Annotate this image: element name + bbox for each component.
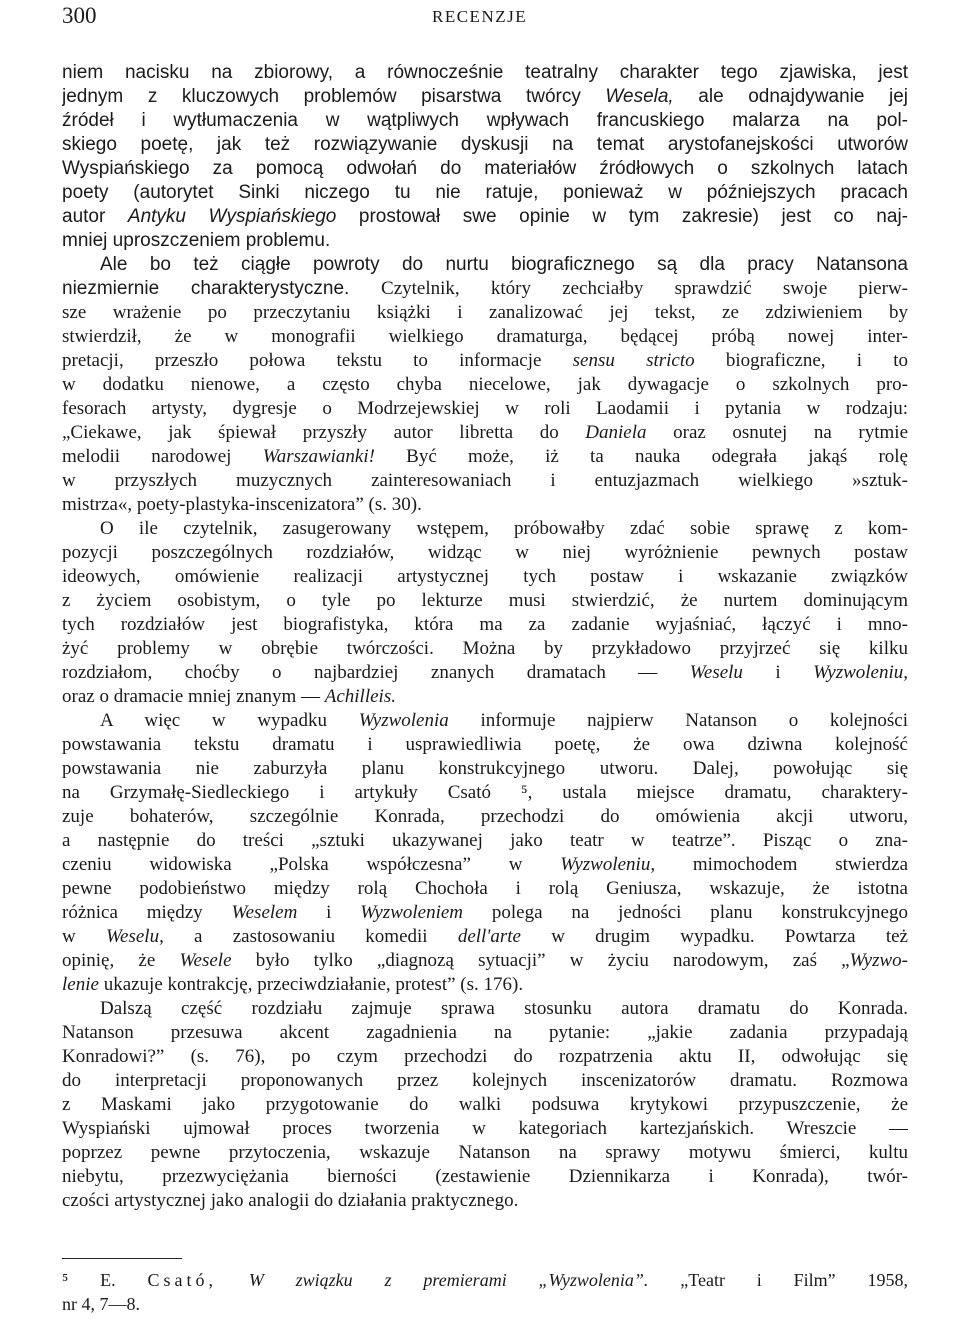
text-line: niem nacisku na zbiorowy, a równocześnie teatralny charakter tego zjawiska, jest: [62, 62, 908, 83]
footnote-title: W związku z premierami „Wyzwolenia”.: [216, 1270, 649, 1290]
page-number: 300: [62, 3, 97, 28]
text-line: pozycji poszczególnych rozdziałów, widząc w niej wyróżnienie pewnych postaw: [62, 542, 908, 563]
text-line: różnica między Weselem i Wyzwoleniem polega na jedności planu konstrukcyjnego: [62, 902, 908, 923]
text-line: oraz o dramacie mniej znanym — Achilleis.: [62, 686, 396, 707]
text-line: niezmiernie charakterystyczne. Czytelnik, który zechciałby sprawdzić swoje pierw-: [62, 278, 908, 299]
footnote-line: nr 4, 7—8.: [62, 1294, 140, 1314]
text-line: autor Antyku Wyspiańskiego prostował swe opinie w tym zakresie) jest co naj-: [62, 206, 908, 227]
page-header: [62, 3, 912, 29]
footnote-rule: [62, 1258, 182, 1259]
text-line: rozdziałom, choćby o najbardziej znanych dramatach — Weselu i Wyzwoleniu,: [62, 662, 908, 683]
text-line: powstawania tekstu dramatu i usprawiedliwia poetę, że owa dziwna kolejność: [62, 734, 908, 755]
text-line: opinię, że Wesele było tylko „diagnozą sytuacji” w życiu narodowym, zaś „Wyzwo-: [62, 950, 908, 971]
text-line: pewne podobieństwo między rolą Chochoła i rolą Geniusza, wskazuje, że istotna: [62, 878, 908, 899]
text-line: mistrza«, poety-plastyka-inscenizatora” (s. 30).: [62, 494, 422, 515]
text-line: poprzez pewne przytoczenia, wskazuje Natanson na sprawy motywu śmierci, kultu: [62, 1142, 908, 1163]
running-head: RECENZJE: [432, 7, 528, 26]
text-line: czeniu widowiska „Polska współczesna” w Wyzwoleniu, mimochodem stwierdza: [62, 854, 908, 875]
text-line: a następnie do treści „sztuki ukazywanej jako teatr w teatrze”. Pisząc o zna-: [62, 830, 908, 851]
text-line: jednym z kluczowych problemów pisarstwa twórcy Wesela, ale odnajdywanie jej: [62, 86, 908, 107]
text-line: stwierdził, że w monografii wielkiego dramaturga, będącej próbą nowej inter-: [62, 326, 908, 347]
text-line: niebytu, przezwyciężania bierności (zestawienie Dziennikarza i Konrada), twór-: [62, 1166, 908, 1187]
text-line: do interpretacji proponowanych przez kolejnych inscenizatorów dramatu. Rozmowa: [62, 1070, 908, 1091]
footnote-author: Csató,: [147, 1270, 217, 1290]
review-body-text: [62, 61, 908, 1213]
text-line: powstawania nie zaburzyła planu konstrukcyjnego utworu. Dalej, powołując się: [62, 758, 908, 779]
text-line: poety (autorytet Sinki niczego tu nie ratuje, ponieważ w późniejszych pracach: [62, 182, 908, 203]
text-line: tych rozdziałów jest biografistyka, która ma za zadanie wyjaśniać, łączyć i mno-: [62, 614, 908, 635]
text-line: z Maskami jako przygotowanie do walki podsuwa krytykowi przypuszczenie, że: [62, 1094, 908, 1115]
text-line: A więc w wypadku Wyzwolenia informuje najpierw Natanson o kolejności: [100, 710, 908, 731]
footnote-line: ⁵ E. Csató, W związku z premierami „Wyzwolenia”. „Teatr i Film” 1958,: [62, 1270, 908, 1290]
text-line: żyć problemy w obrębie twórczości. Można by przykładowo przyjrzeć się kilku: [62, 638, 908, 659]
text-line: źródeł i wytłumaczenia w wątpliwych wpływach francuskiego malarza na pol-: [62, 110, 908, 131]
text-line: Konradowi?” (s. 76), po czym przechodzi do rozpatrzenia aktu II, odwołując się: [62, 1046, 908, 1067]
text-line: mniej uproszczeniem problemu.: [62, 230, 331, 251]
text-line: Natanson przesuwa akcent zagadnienia na pytanie: „jakie zadania przypadają: [62, 1022, 908, 1043]
text-line: O ile czytelnik, zasugerowany wstępem, próbowałby zdać sobie sprawę z kom-: [100, 518, 908, 539]
text-line: Wyspiańskiego za pomocą odwołań do materiałów źródłowych o szkolnych latach: [62, 158, 908, 179]
footnote: [62, 1268, 908, 1316]
text-line: w dodatku nienowe, a często chyba niecelowe, jak dywagacje o szkolnych pro-: [62, 374, 908, 395]
text-line: z życiem osobistym, o tyle po lekturze musi stwierdzić, że nurtem dominującym: [62, 590, 908, 611]
text-line: fesorach artysty, dygresje o Modrzejewskiej w roli Laodamii i pytania w rodzaju:: [62, 398, 908, 419]
text-line: sze wrażenie po przeczytaniu książki i zanalizować jej tekst, ze zdziwieniem by: [62, 302, 908, 323]
text-line: zuje bohaterów, szczególnie Konrada, przechodzi do omówienia akcji utworu,: [62, 806, 908, 827]
text-line: w Weselu, a zastosowaniu komedii dell'arte w drugim wypadku. Powtarza też: [62, 926, 908, 947]
text-line: „Ciekawe, jak śpiewał przyszły autor libretta do Daniela oraz osnutej na rytmie: [62, 422, 908, 443]
text-line: Dalszą część rozdziału zajmuje sprawa stosunku autora dramatu do Konrada.: [100, 998, 908, 1019]
text-line: Ale bo też ciągłe powroty do nurtu biograficznego są dla pracy Natansona: [100, 254, 908, 275]
text-line: lenie ukazuje kontrakcję, przeciwdziałanie, protest” (s. 176).: [62, 974, 524, 995]
text-line: czości artystycznej jako analogii do działania praktycznego.: [62, 1190, 519, 1211]
text-line: pretacji, przeszło połowa tekstu to informacje sensu stricto biograficzne, i to: [62, 350, 908, 371]
text-line: Wyspiański ujmował proces tworzenia w kategoriach kartezjańskich. Wreszcie —: [62, 1118, 908, 1139]
text-line: na Grzymałę-Siedleckiego i artykuły Csató ⁵, ustala miejsce dramatu, charaktery-: [62, 782, 908, 803]
text-line: w przyszłych muzycznych zainteresowaniach i entuzjazmach wielkiego »sztuk-: [62, 470, 908, 491]
text-line: ideowych, omówienie realizacji artystycznej tych postaw i wskazanie związków: [62, 566, 908, 587]
text-line: skiego poetę, jak też rozwiązywanie dyskusji na temat arystofanejskości utworów: [62, 134, 908, 155]
text-line: melodii narodowej Warszawianki! Być może, iż ta nauka odegrała jakąś rolę: [62, 446, 908, 467]
